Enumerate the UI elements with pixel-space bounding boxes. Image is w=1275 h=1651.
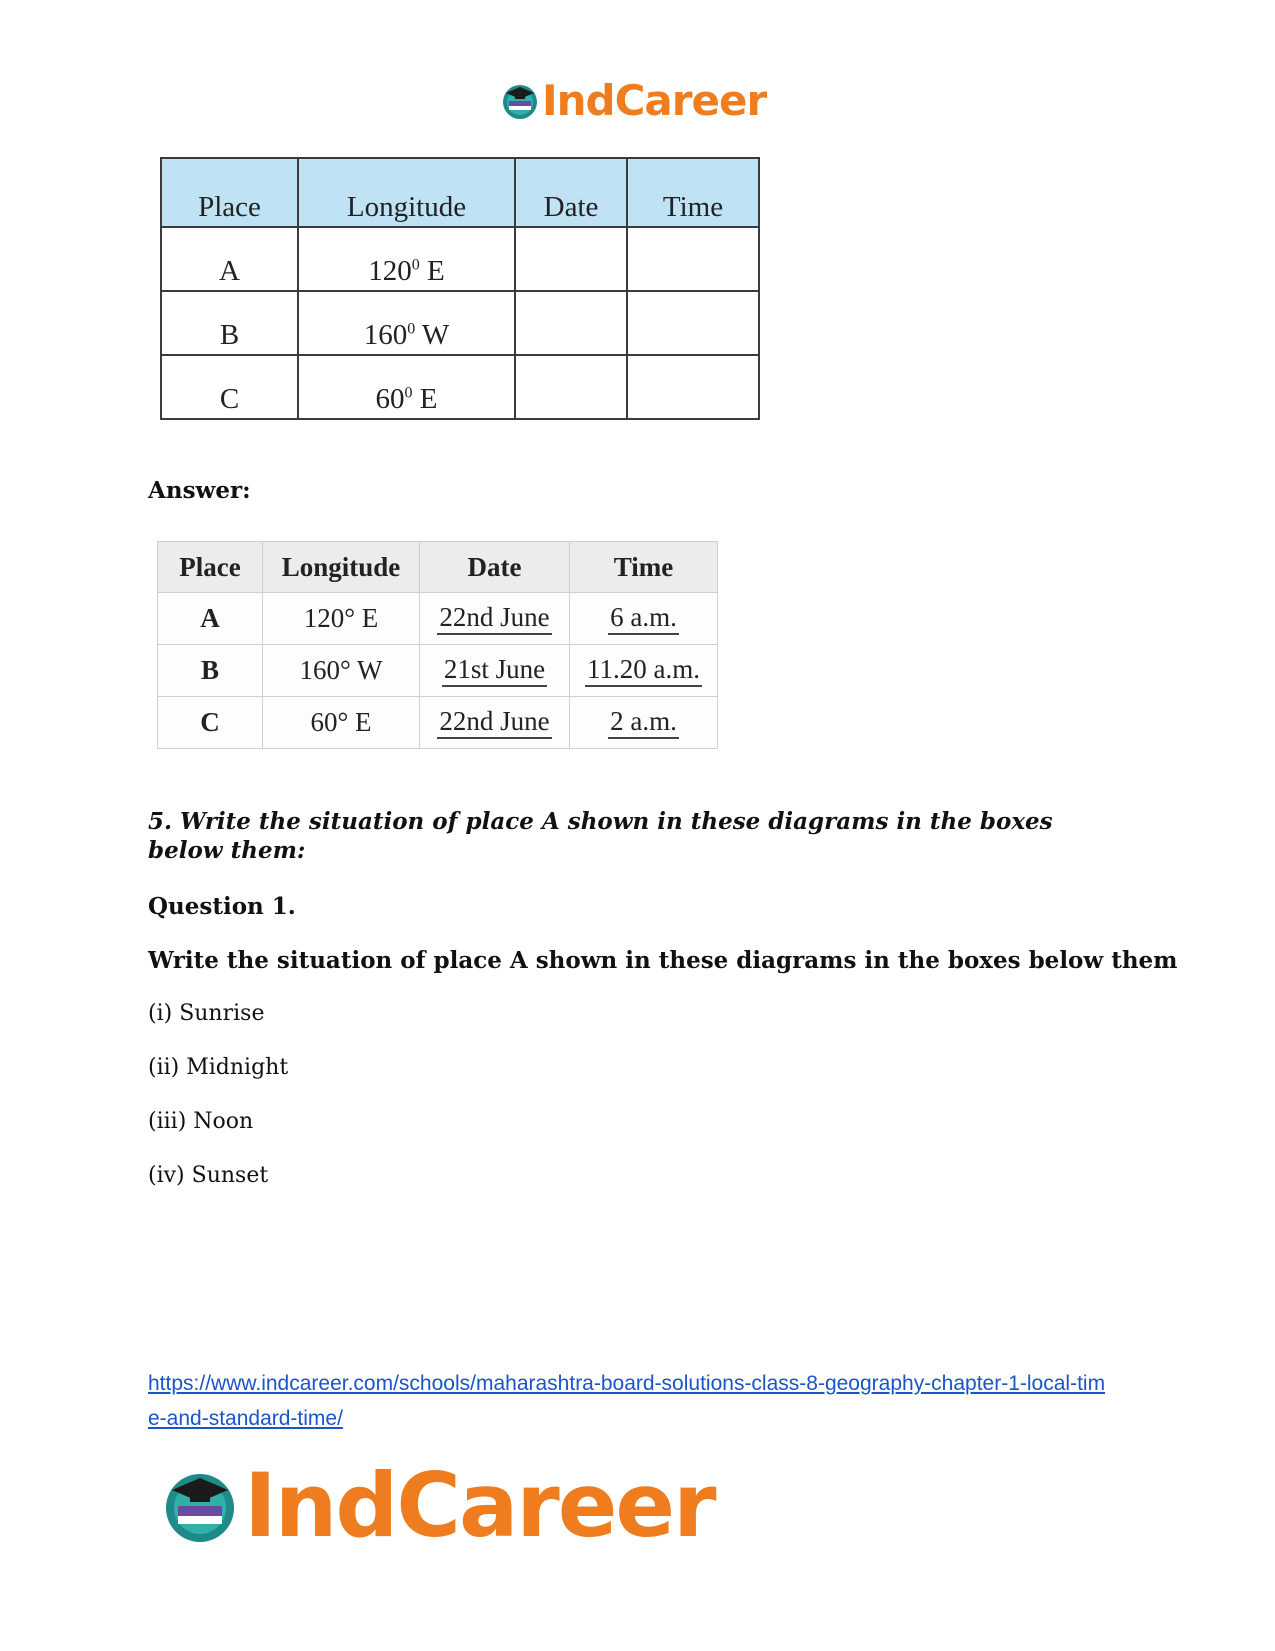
question-5-heading: 5. Write the situation of place A shown in these diagrams in the boxes below them: <box>148 808 1053 864</box>
q-cell-longitude: $60^0$ E <box>298 355 515 419</box>
a-cell-date: 21st June <box>420 645 570 697</box>
table-row <box>161 355 759 419</box>
answer-label: Answer: <box>148 477 251 504</box>
q-cell-time <box>627 355 759 419</box>
q-cell-longitude: $160^0$ W <box>298 291 515 355</box>
table-row <box>161 227 759 291</box>
a-header-place: Place <box>158 542 263 593</box>
q-header-place: Place <box>161 158 298 227</box>
answer-table <box>157 541 718 749</box>
table-row <box>161 291 759 355</box>
source-link[interactable]: https://www.indcareer.com/schools/maharashtra-board-solutions-class-8-geography-chapter-1-local-time-and-standard-time/ <box>148 1372 1106 1430</box>
a-header-date: Date <box>420 542 570 593</box>
q-cell-time <box>627 291 759 355</box>
footer-logo-text: IndCareer <box>244 1454 715 1557</box>
question-table-header-row <box>161 158 759 227</box>
a-cell-time: 6 a.m. <box>570 593 718 645</box>
q-cell-place: C <box>161 355 298 419</box>
a-cell-time: 11.20 a.m. <box>570 645 718 697</box>
question-table <box>160 157 760 420</box>
a-cell-place: C <box>158 697 263 749</box>
q-cell-place: A <box>161 227 298 291</box>
table-row <box>158 697 718 749</box>
footer-logo <box>160 1454 715 1557</box>
header-logo-text: IndCareer <box>542 76 767 125</box>
a-cell-time: 2 a.m. <box>570 697 718 749</box>
answer-table-header-row <box>158 542 718 593</box>
option-sunrise: (i) Sunrise <box>148 1001 265 1026</box>
q-header-longitude: Longitude <box>298 158 515 227</box>
a-cell-date: 22nd June <box>420 593 570 645</box>
a-cell-longitude: 60° E <box>263 697 420 749</box>
a-cell-longitude: 120° E <box>263 593 420 645</box>
q-cell-date <box>515 291 627 355</box>
a-header-longitude: Longitude <box>263 542 420 593</box>
a-cell-date: 22nd June <box>420 697 570 749</box>
question-1-label: Question 1. <box>148 893 296 920</box>
header-logo <box>500 78 766 124</box>
option-noon: (iii) Noon <box>148 1109 254 1134</box>
question-1-text: Write the situation of place A shown in these diagrams in the boxes below them <box>148 947 1178 974</box>
a-header-time: Time <box>570 542 718 593</box>
q-header-time: Time <box>627 158 759 227</box>
q-cell-date <box>515 227 627 291</box>
graduation-globe-icon <box>500 81 540 121</box>
q-cell-date <box>515 355 627 419</box>
a-cell-place: B <box>158 645 263 697</box>
a-cell-longitude: 160° W <box>263 645 420 697</box>
option-midnight: (ii) Midnight <box>148 1055 289 1080</box>
a-cell-place: A <box>158 593 263 645</box>
q-cell-place: B <box>161 291 298 355</box>
graduation-globe-icon <box>160 1466 240 1546</box>
table-row <box>158 645 718 697</box>
q-cell-time <box>627 227 759 291</box>
q-header-date: Date <box>515 158 627 227</box>
q-cell-longitude: $120^0$ E <box>298 227 515 291</box>
table-row <box>158 593 718 645</box>
option-sunset: (iv) Sunset <box>148 1163 269 1188</box>
